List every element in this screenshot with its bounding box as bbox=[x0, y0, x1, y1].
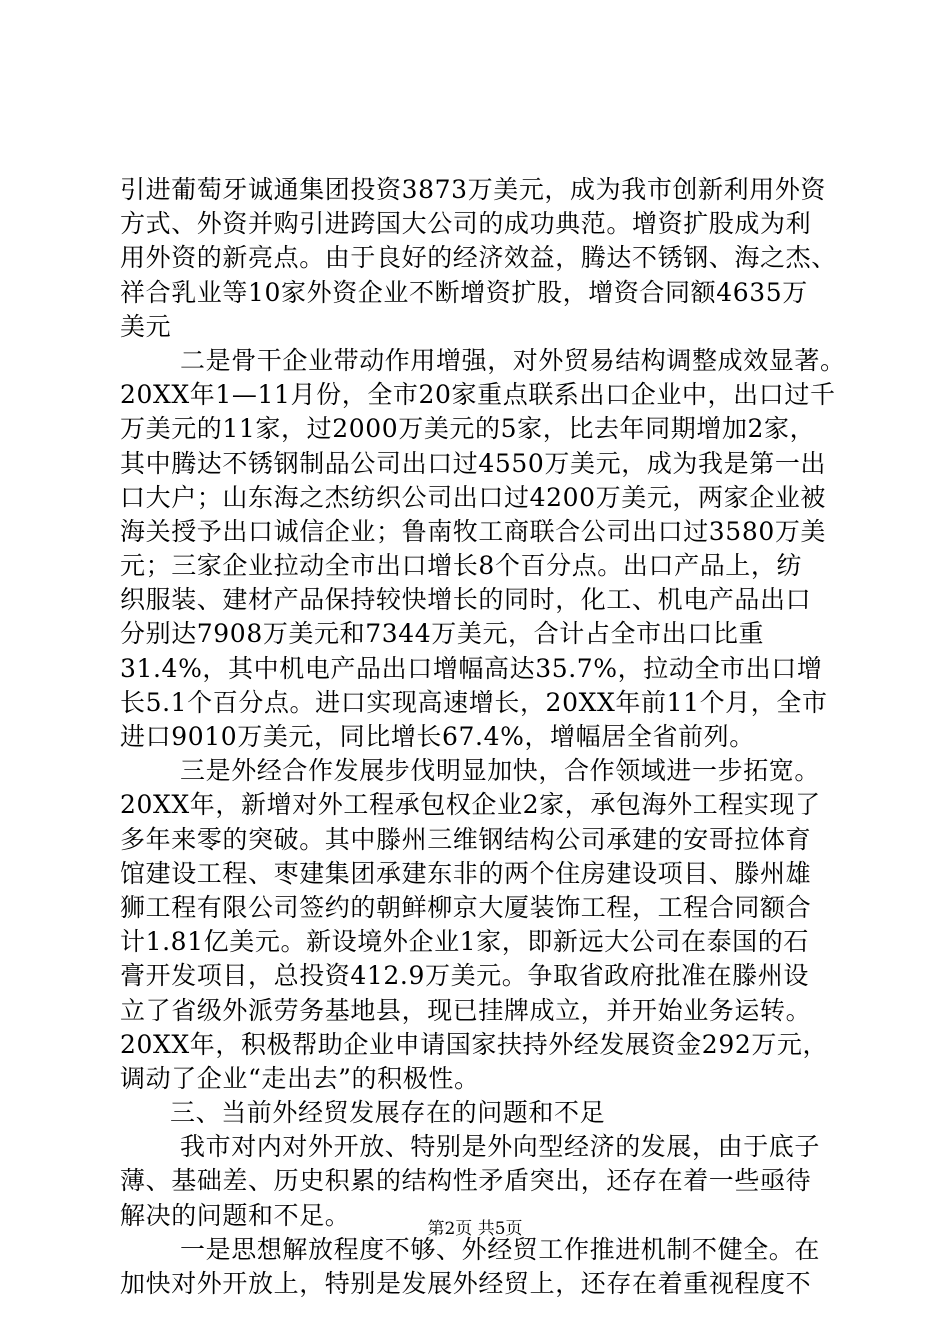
text-line: 万美元的11家，过2000万美元的5家，比去年同期增加2家， bbox=[120, 414, 816, 444]
text-line: 进口9010万美元，同比增长67.4%，增幅居全省前列。 bbox=[120, 722, 755, 751]
paragraph-start-line: 我市对内对外开放、特别是外向型经济的发展，由于底子 bbox=[180, 1132, 821, 1162]
text-line: 祥合乳业等10家外资企业不断增资扩股，增资合同额4635万 bbox=[120, 277, 808, 307]
paragraph-start-line: 三是外经合作发展步伐明显加快，合作领域进一步拓宽。 bbox=[180, 756, 821, 786]
text-line: 口大户；山东海之杰纺织公司出口过4200万美元，两家企业被 bbox=[120, 482, 827, 512]
text-line: 调动了企业“走出去”的积极性。 bbox=[120, 1063, 480, 1093]
text-line: 20XX年1—11月份，全市20家重点联系出口企业中，出口过千 bbox=[120, 380, 836, 410]
page-number-footer: 第2页 共5页 bbox=[427, 1219, 523, 1239]
text-line: 其中腾达不锈钢制品公司出口过4550万美元，成为我是第一出 bbox=[120, 448, 827, 478]
text-line: 计1.81亿美元。新设境外企业1家，即新远大公司在泰国的石 bbox=[120, 927, 809, 957]
text-line: 膏开发项目，总投资412.9万美元。争取省政府批准在滕州设 bbox=[120, 961, 809, 991]
text-line: 元；三家企业拉动全市出口增长8个百分点。出口产品上，纺 bbox=[120, 551, 803, 581]
text-line: 立了省级外派劳务基地县，现已挂牌成立，并开始业务运转。 bbox=[120, 995, 812, 1025]
paragraph-start-line: 一是思想解放程度不够、外经贸工作推进机制不健全。在 bbox=[180, 1234, 821, 1264]
text-line: 引进葡萄牙诚通集团投资3873万美元，成为我市创新利用外资 bbox=[120, 175, 827, 204]
text-line: 31.4%，其中机电产品出口增幅高达35.7%，拉动全市出口增 bbox=[120, 653, 823, 683]
text-line: 织服装、建材产品保持较快增长的同时，化工、机电产品出口 bbox=[120, 585, 812, 615]
text-line: 解决的问题和不足。 bbox=[120, 1200, 351, 1230]
text-line: 多年来零的突破。其中滕州三维钢结构公司承建的安哥拉体育 bbox=[120, 824, 812, 854]
text-line: 薄、基础差、历史积累的结构性矛盾突出，还存在着一些亟待 bbox=[120, 1166, 812, 1196]
section-heading: 三、当前外经贸发展存在的问题和不足 bbox=[170, 1098, 606, 1128]
text-line: 方式、外资并购引进跨国大公司的成功典范。增资扩股成为利 bbox=[120, 209, 812, 239]
paragraph-start-line: 二是骨干企业带动作用增强，对外贸易结构调整成效显著。 bbox=[180, 345, 846, 375]
text-line: 用外资的新亮点。由于良好的经济效益，腾达不锈钢、海之杰、 bbox=[120, 243, 837, 273]
text-line: 美元 bbox=[120, 311, 172, 341]
document-body bbox=[120, 173, 846, 1301]
text-line: 馆建设工程、枣建集团承建东非的两个住房建设项目、滕州雄 bbox=[120, 858, 812, 888]
text-line: 海关授予出口诚信企业；鲁南牧工商联合公司出口过3580万美 bbox=[120, 516, 827, 546]
text-line: 长5.1个百分点。进口实现高速增长，20XX年前11个月，全市 bbox=[120, 687, 828, 717]
text-line: 分别达7908万美元和7344万美元，合计占全市出口比重 bbox=[120, 619, 765, 649]
text-line: 加快对外开放上，特别是发展外经贸上，还存在着重视程度不 bbox=[120, 1269, 812, 1298]
text-line: 20XX年，新增对外工程承包权企业2家，承包海外工程实现了 bbox=[120, 790, 821, 820]
text-line: 狮工程有限公司签约的朝鲜柳京大厦装饰工程，工程合同额合 bbox=[120, 892, 812, 922]
text-line: 20XX年，积极帮助企业申请国家扶持外经发展资金292万元， bbox=[120, 1029, 829, 1059]
